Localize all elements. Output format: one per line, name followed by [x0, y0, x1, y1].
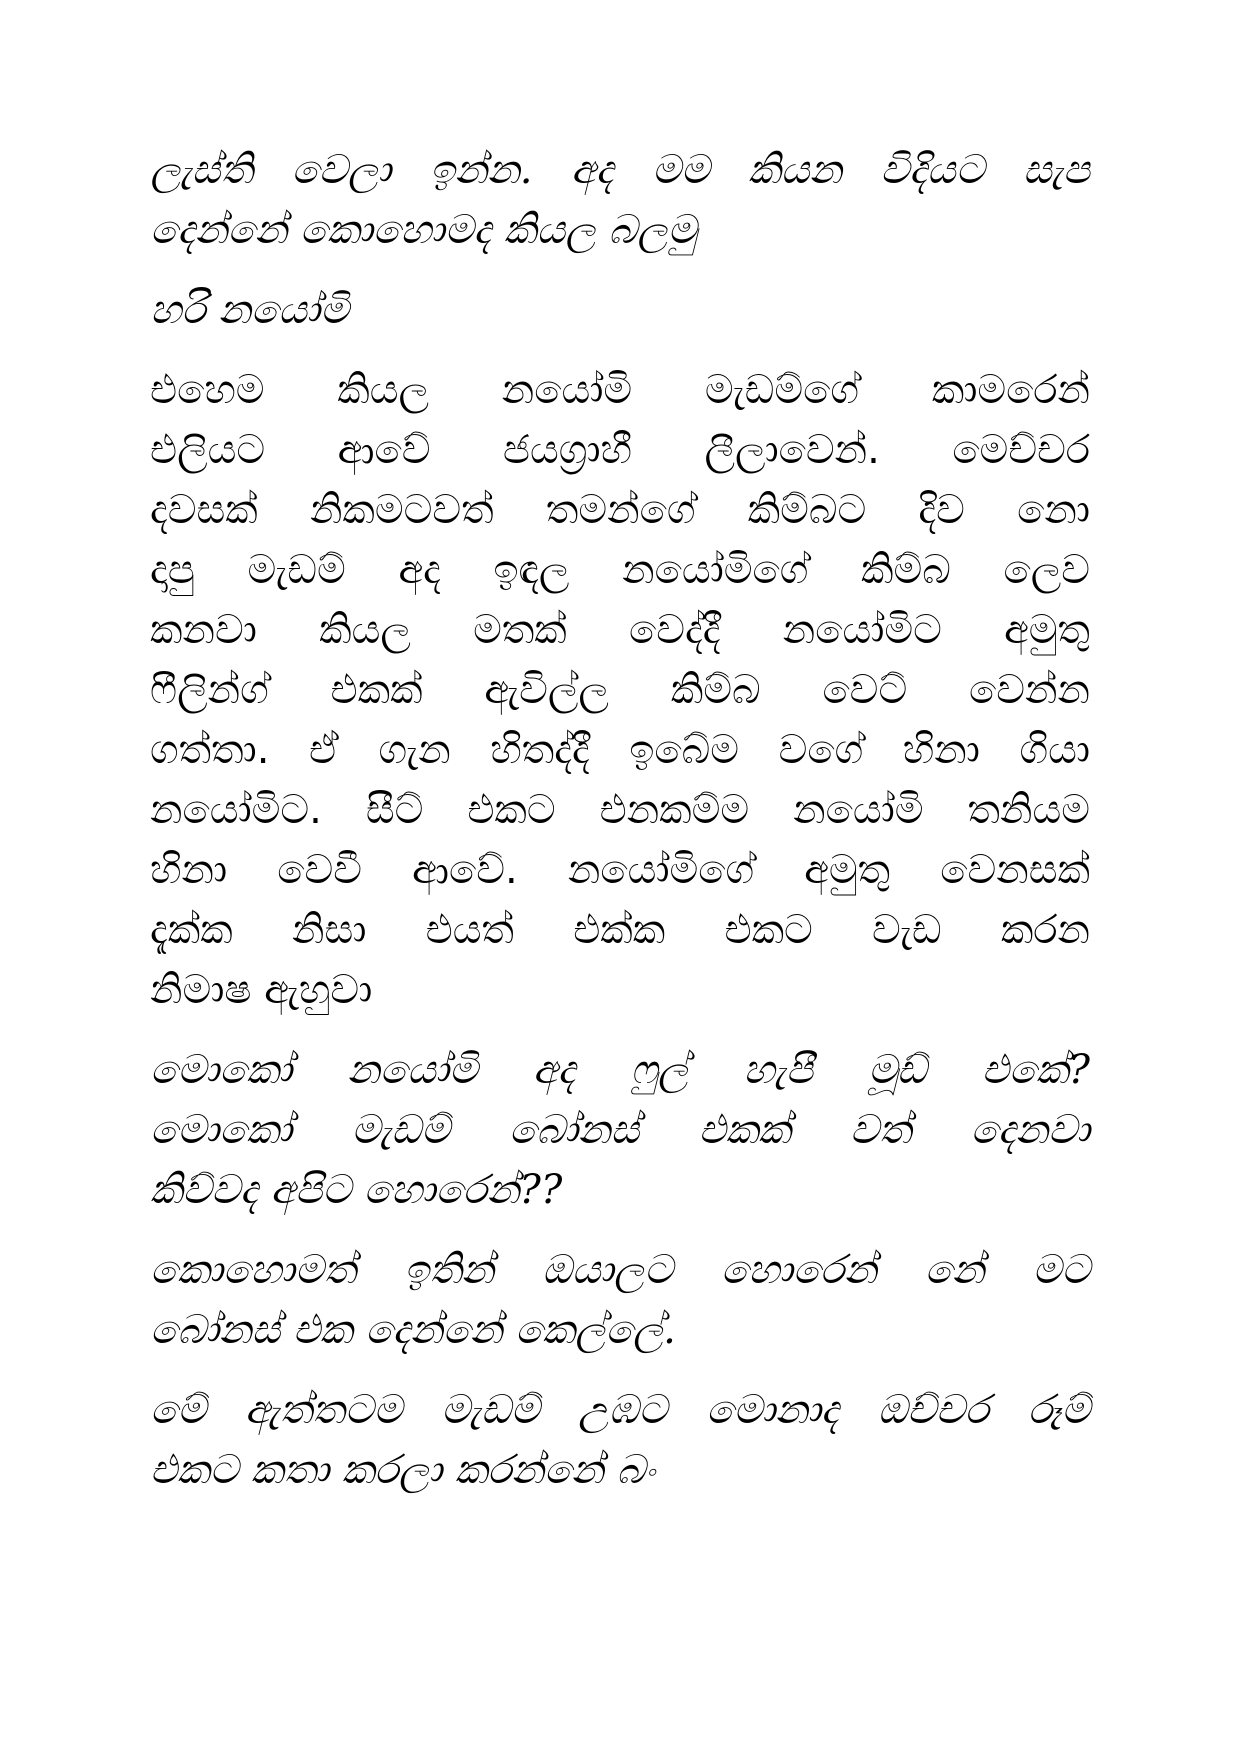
text-line: එකට කතා කරලා කරන්නේ බං — [150, 1447, 656, 1493]
paragraph-4 — [150, 1040, 1090, 1220]
text-line: දැක්ක නිසා එයත් එක්ක එකට වැඩ කරන — [150, 907, 1090, 953]
text-line: හිනා වෙවී ආවේ. නයෝමිගේ අමුතු වෙනසක් — [150, 847, 1090, 893]
text-line: නිමාෂ ඇහුවා — [150, 967, 373, 1013]
paragraph-3 — [150, 360, 1090, 1020]
text-line: ෆීලින්ග් එකක් ඇවිල්ල කිම්බ වෙට් වෙන්න — [150, 667, 1090, 713]
text-line: එහෙම කියල නයෝමි මැඩම්ගේ කාමරෙන් — [150, 367, 1090, 413]
text-line: මේ ඇත්තටම මැඩම් උඹට මොනාද ඔච්චර රූම් — [150, 1387, 1090, 1433]
text-line: මොකෝ මැඩම් බෝනස් එකක් වත් දෙනවා — [150, 1107, 1090, 1153]
paragraph-5 — [150, 1240, 1090, 1360]
paragraph-6 — [150, 1380, 1090, 1500]
text-line: මොකෝ නයෝමි අද ෆුල් හැපී මූඩ් එකේ? — [150, 1047, 1090, 1093]
paragraph-1 — [150, 140, 1090, 260]
text-line: දෙන්නේ කොහොමද කියල බලමු — [150, 207, 697, 253]
text-line: ලැස්ති වෙලා ඉන්න. අද මම කියන විදියට සැප — [150, 147, 1090, 193]
document-page — [150, 140, 1090, 1520]
text-line: කනවා කියල මතක් වෙද්දී නයෝමිට අමුතු — [150, 607, 1090, 653]
text-line: හරි නයෝමි — [150, 287, 349, 333]
text-line: නයෝමිට. සීට් එකට එනකම්ම නයෝමි තනියම — [150, 787, 1090, 833]
text-line: බෝනස් එක දෙන්නේ කෙල්ලේ. — [150, 1307, 676, 1353]
text-line: කොහොමත් ඉතින් ඔයාලට හොරෙන් නේ මට — [150, 1247, 1090, 1293]
text-line: දාපු මැඩම් අද ඉඳල නයෝමිගේ කිම්බ ලෙව — [150, 547, 1090, 593]
text-line: එලියට ආවේ ජයග්‍රාහී ලීලාවෙන්. මෙච්චර — [150, 427, 1090, 473]
paragraph-2 — [150, 280, 1090, 340]
text-line: දවසක් නිකමටවත් තමන්ගේ කිම්බට දිව නො — [150, 487, 1090, 533]
text-line: කිව්වද අපිට හොරෙන්?? — [150, 1167, 563, 1213]
text-line: ගත්තා. ඒ ගැන හිතද්දී ඉබේම වගේ හිනා ගියා — [150, 727, 1090, 773]
